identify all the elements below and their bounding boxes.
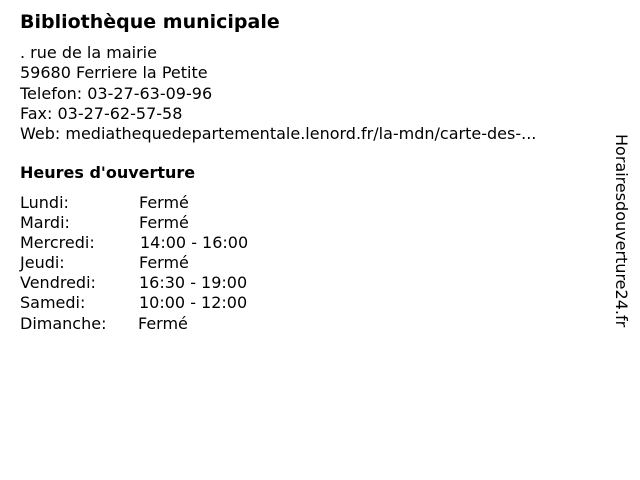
address-street: . rue de la mairie [20, 43, 157, 62]
website-link[interactable]: Web: mediathequedepartementale.lenord.fr/la-mdn/carte-des-... [20, 124, 537, 144]
library-title: Bibliothèque municipale [20, 11, 280, 33]
day-hours: 14:00 - 16:00 [140, 233, 249, 253]
day-label: Jeudi: [20, 253, 65, 273]
watermark-text: Horairesdouverture24.fr [612, 134, 631, 328]
day-hours: Fermé [138, 313, 188, 333]
contact-info [20, 43, 536, 144]
day-hours: 16:30 - 19:00 [139, 273, 248, 293]
fax-number: Fax: 03-27-62-57-58 [20, 103, 183, 123]
day-hours: Fermé [139, 213, 189, 233]
day-label: Lundi: [20, 193, 69, 212]
site-watermark [611, 134, 631, 374]
phone-number: Telefon: 03-27-63-09-96 [20, 83, 213, 103]
address-city: 59680 Ferriere la Petite [20, 63, 208, 83]
day-label: Samedi: [20, 293, 86, 313]
day-label: Dimanche: [20, 313, 107, 333]
opening-hours-heading: Heures d'ouverture [20, 163, 196, 182]
day-hours: Fermé [139, 193, 189, 212]
day-label: Mercredi: [20, 233, 95, 253]
day-hours: 10:00 - 12:00 [139, 293, 248, 313]
day-label: Vendredi: [20, 273, 96, 293]
day-label: Mardi: [20, 213, 70, 233]
day-hours: Fermé [139, 253, 189, 273]
